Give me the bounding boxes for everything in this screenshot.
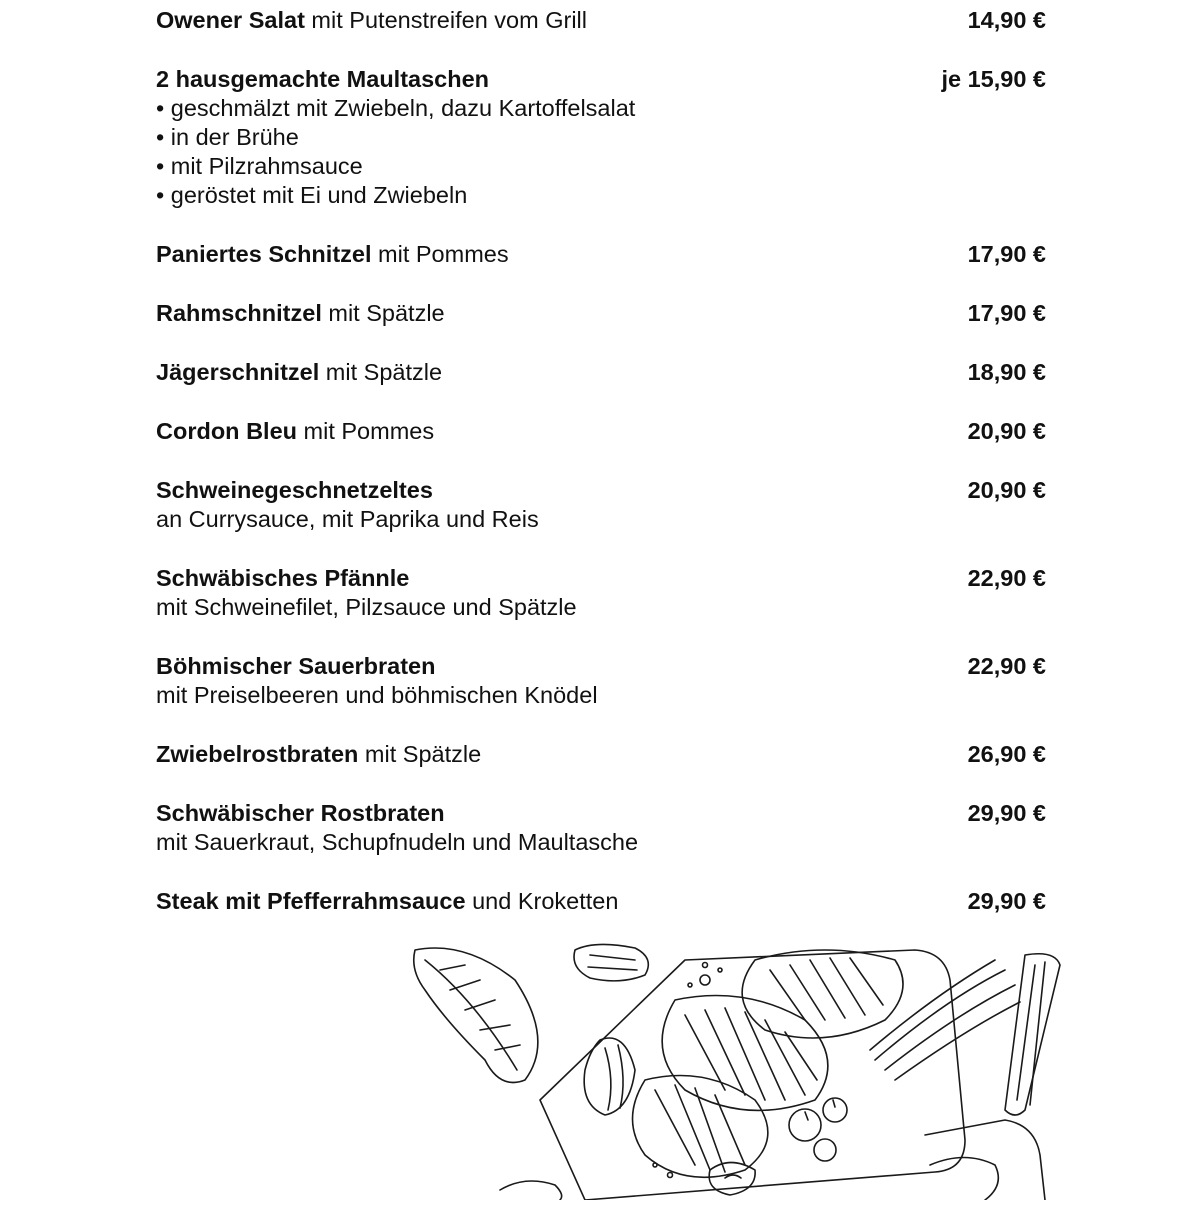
menu-item <box>156 652 1046 710</box>
dish-name: Steak mit Pfefferrahmsauce <box>156 888 466 914</box>
dish-detail: an Currysauce, mit Paprika und Reis <box>156 506 539 532</box>
dish-detail: mit Schweinefilet, Pilzsauce und Spätzle <box>156 594 577 620</box>
menu-item <box>156 740 1046 769</box>
dish-price: 29,90 € <box>967 888 1046 914</box>
dish-price: 20,90 € <box>967 418 1046 444</box>
dish-price: 26,90 € <box>967 741 1046 767</box>
menu-item <box>156 6 1046 35</box>
dish-side: und Kroketten <box>465 888 619 914</box>
dish-side: mit Spätzle <box>321 300 445 326</box>
dish-price: je 15,90 € <box>941 66 1046 92</box>
dish-price: 18,90 € <box>967 359 1046 385</box>
dish-price: 14,90 € <box>967 7 1046 33</box>
menu-item <box>156 887 1046 916</box>
dish-side: mit Spätzle <box>319 359 443 385</box>
menu-item <box>156 240 1046 269</box>
menu-item <box>156 417 1046 446</box>
dish-price: 17,90 € <box>967 300 1046 326</box>
dish-side: mit Putenstreifen vom Grill <box>304 7 587 33</box>
dish-price: 22,90 € <box>967 565 1046 591</box>
dish-name: Owener Salat <box>156 7 305 33</box>
dish-name: Jägerschnitzel <box>156 359 320 385</box>
dish-detail: • geschmälzt mit Zwiebeln, dazu Kartoffelsalat <box>156 95 636 121</box>
menu-item <box>156 564 1046 622</box>
dish-detail: • mit Pilzrahmsauce <box>156 153 363 179</box>
menu-item <box>156 358 1046 387</box>
menu-item <box>156 476 1046 534</box>
dish-name: Cordon Bleu <box>156 418 297 444</box>
menu-list <box>156 6 1046 946</box>
dish-price: 17,90 € <box>967 241 1046 267</box>
dish-detail: • geröstet mit Ei und Zwiebeln <box>156 182 468 208</box>
menu-item <box>156 799 1046 857</box>
dish-name: Schweinegeschnetzeltes <box>156 477 433 503</box>
dish-name: Zwiebelrostbraten <box>156 741 359 767</box>
dish-price: 22,90 € <box>967 653 1046 679</box>
menu-item <box>156 65 1046 210</box>
dish-name: Böhmischer Sauerbraten <box>156 653 436 679</box>
dish-detail: mit Sauerkraut, Schupfnudeln und Maultasche <box>156 829 639 855</box>
dish-detail: • in der Brühe <box>156 124 299 150</box>
dish-name: 2 hausgemachte Maultaschen <box>156 66 490 92</box>
dish-side: mit Spätzle <box>358 741 482 767</box>
dish-detail: mit Preiselbeeren und böhmischen Knödel <box>156 682 598 708</box>
dish-side: mit Pommes <box>297 418 435 444</box>
menu-item <box>156 299 1046 328</box>
dish-price: 20,90 € <box>967 477 1046 503</box>
dish-price: 29,90 € <box>967 800 1046 826</box>
dish-name: Schwäbischer Rostbraten <box>156 800 445 826</box>
grilled-meat-board-illustration <box>405 940 1065 1200</box>
dish-name: Rahmschnitzel <box>156 300 322 326</box>
dish-name: Paniertes Schnitzel <box>156 241 372 267</box>
dish-side: mit Pommes <box>371 241 509 267</box>
dish-name: Schwäbisches Pfännle <box>156 565 410 591</box>
